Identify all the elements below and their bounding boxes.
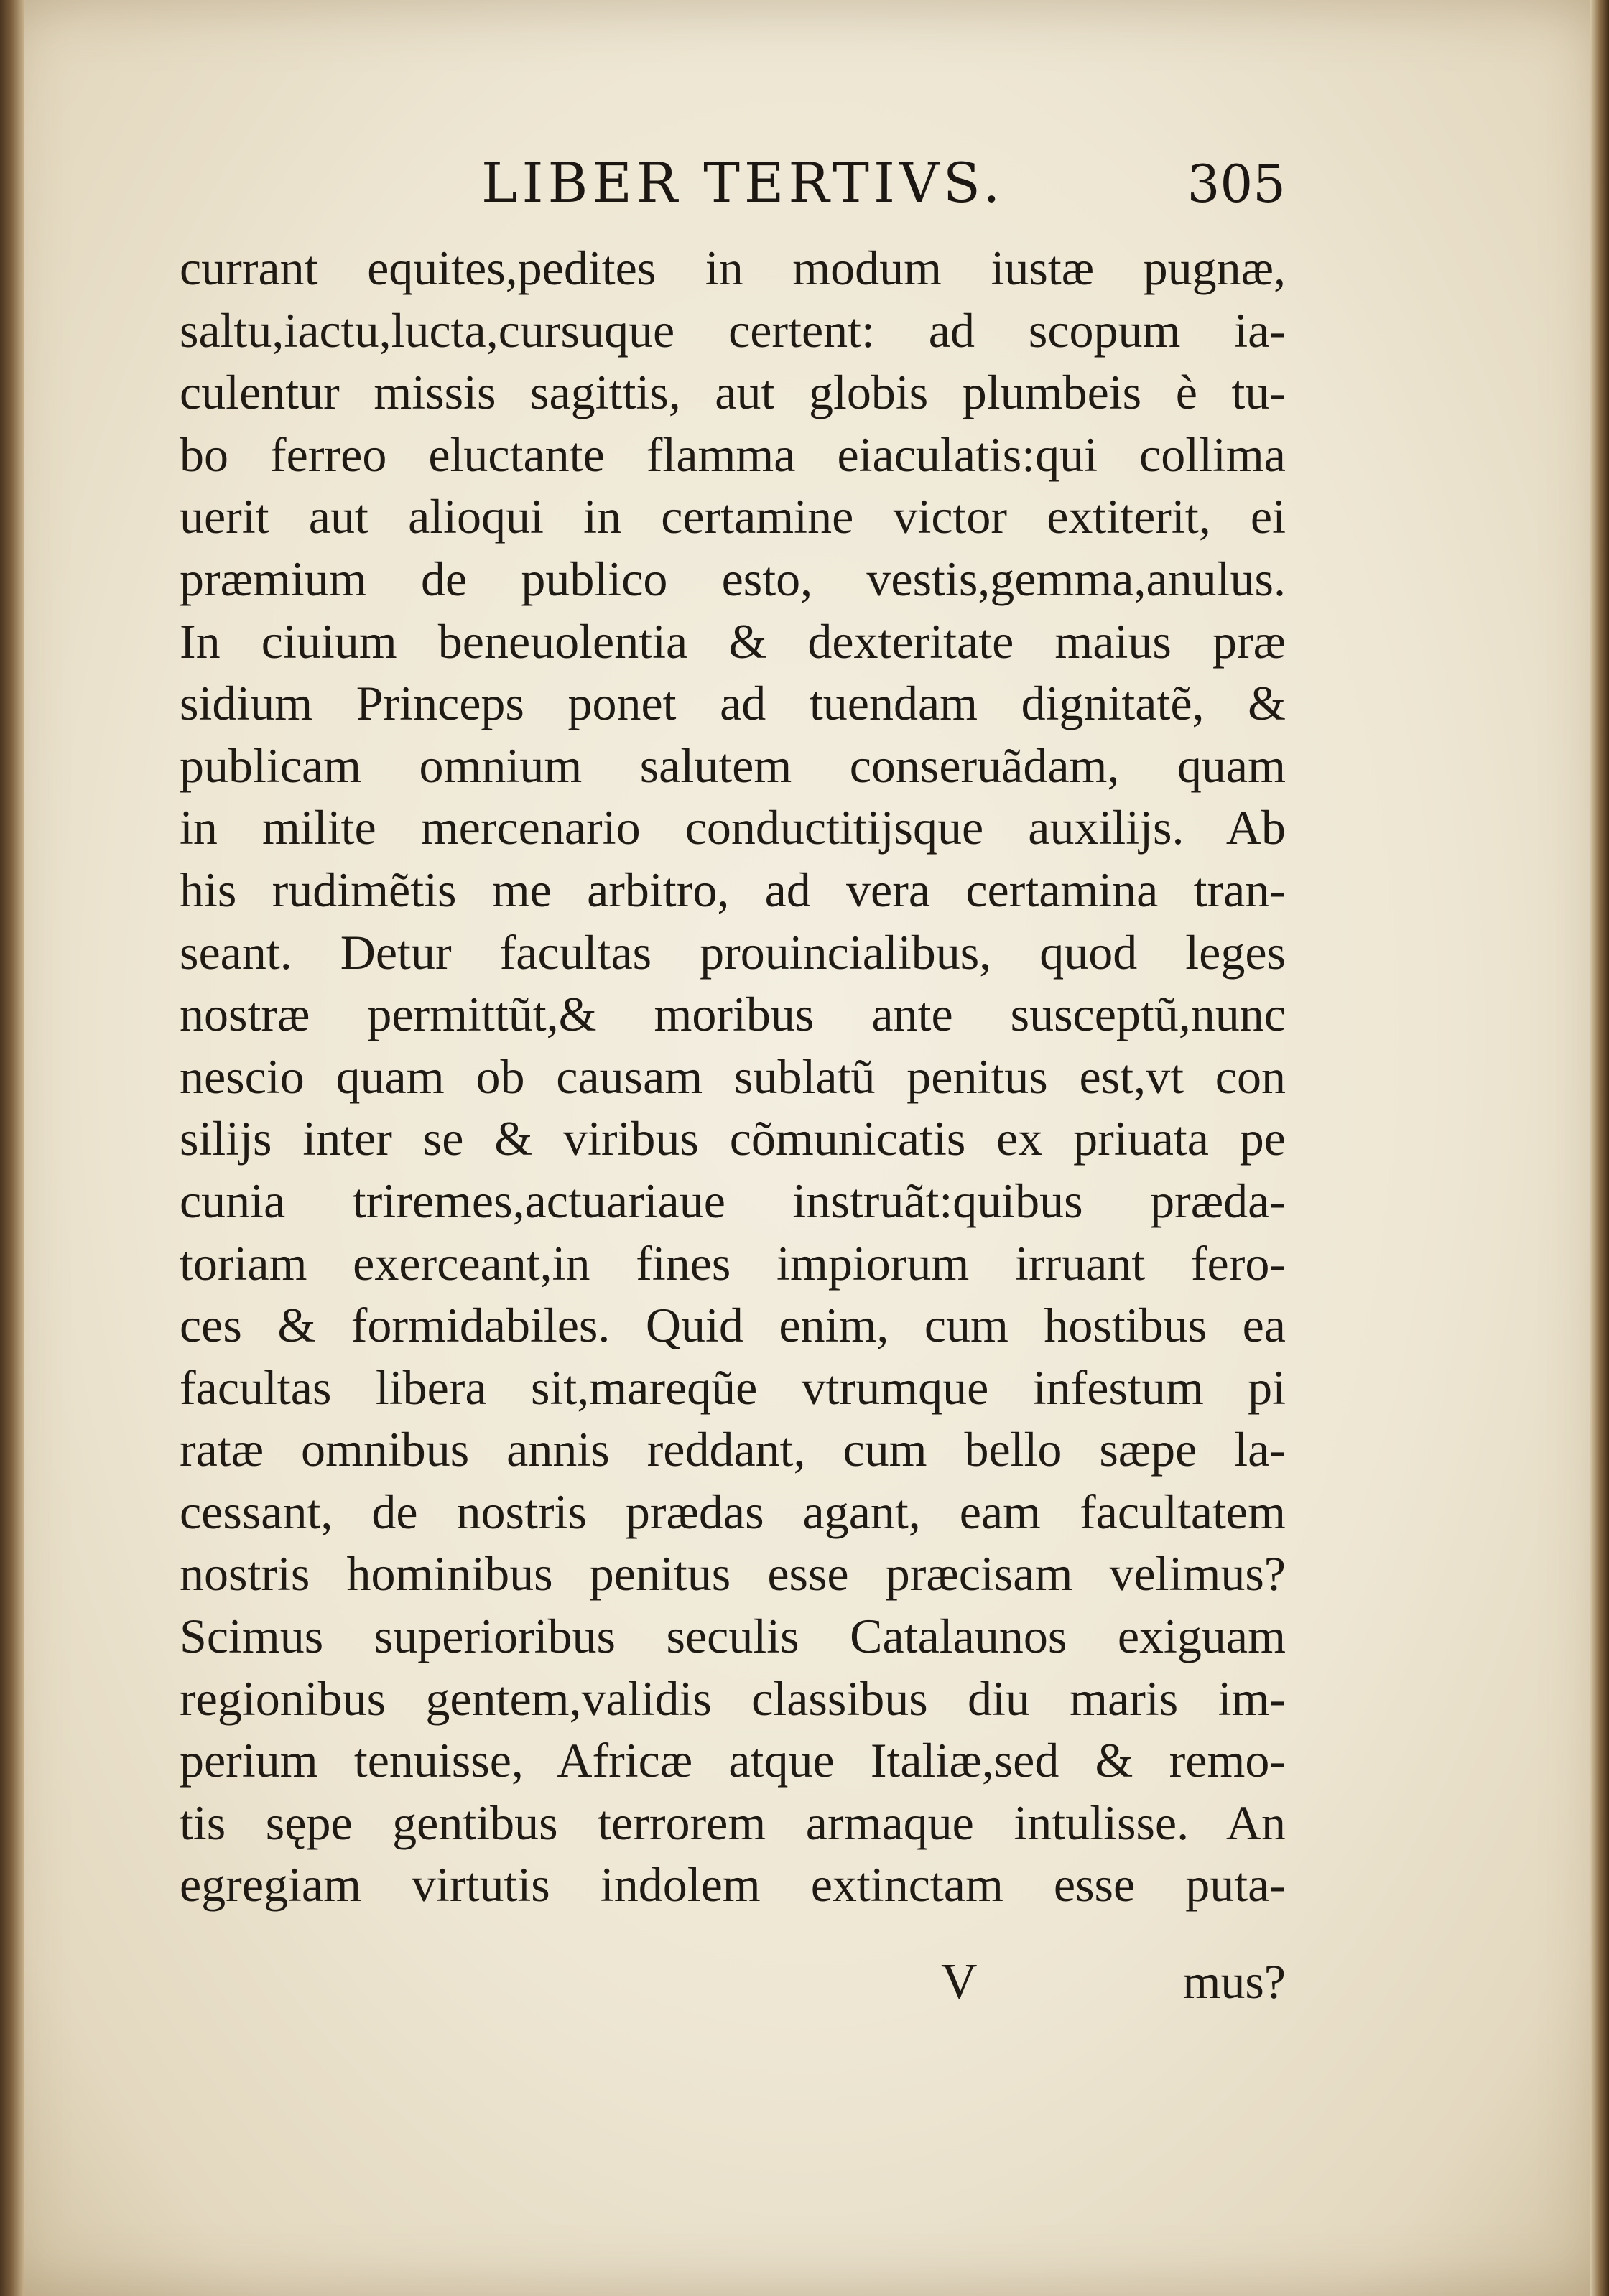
text-line: tis sępe gentibus terrorem armaque intulisse. An: [180, 1795, 1286, 1850]
catchword: mus?: [1182, 1954, 1286, 2009]
text-line: seant. Detur facultas prouincialibus, quod leges: [180, 924, 1286, 980]
page-footer: [180, 1953, 1286, 2018]
text-line: ratæ omnibus annis reddant, cum bello sæpe la-: [180, 1422, 1286, 1477]
text-line: præmium de publico esto, vestis,gemma,anulus.: [180, 551, 1286, 606]
text-line: uerit aut alioqui in certamine victor extiterit, ei: [180, 489, 1286, 544]
text-line: regionibus gentem,validis classibus diu maris im-: [180, 1670, 1286, 1726]
text-line: ces & formidabiles. Quid enim, cum hostibus ea: [180, 1298, 1286, 1353]
text-line: culentur missis sagittis, aut globis plumbeis è tu-: [180, 365, 1286, 420]
text-line: silijs inter se & viribus cõmunicatis ex priuata pe: [180, 1111, 1286, 1166]
text-line: toriam exerceant,in fines impiorum irruant fero-: [180, 1235, 1286, 1291]
text-line: facultas libera sit,mareqũe vtrumque infestum pi: [180, 1360, 1286, 1415]
text-line: perium tenuisse, Africæ atque Italiæ,sed & remo-: [180, 1733, 1286, 1788]
running-title: LIBER TERTIVS.: [481, 151, 1005, 215]
text-line: nescio quam ob causam sublatũ penitus est,vt con: [180, 1049, 1286, 1104]
text-line: saltu,iactu,lucta,cursuque certent: ad scopum ia-: [180, 302, 1286, 358]
signature-mark: V: [941, 1954, 978, 2009]
text-line: cunia triremes,actuariaue instruãt:quibus præda-: [180, 1173, 1286, 1228]
text-line: sidium Princeps ponet ad tuendam dignitatẽ, &: [180, 676, 1286, 731]
page-header: [180, 144, 1286, 223]
text-line: Scimus superioribus seculis Catalaunos exiguam: [180, 1609, 1286, 1664]
body-text: [180, 237, 1286, 1916]
text-line: nostræ permittũt,& moribus ante susceptũ,nunc: [180, 987, 1286, 1042]
text-line: egregiam virtutis indolem extinctam esse puta-: [180, 1857, 1286, 1912]
text-line: publicam omnium salutem conseruãdam, quam: [180, 738, 1286, 793]
text-line: cessant, de nostris prædas agant, eam facultatem: [180, 1484, 1286, 1539]
text-line: in milite mercenario conductitijsque auxilijs. Ab: [180, 800, 1286, 855]
page-number: 305: [1187, 154, 1286, 214]
page-edge-right: [1590, 0, 1609, 2296]
text-line: his rudimẽtis me arbitro, ad vera certamina tran-: [180, 862, 1286, 917]
text-line: currant equites,pedites in modum iustæ pugnæ,: [180, 241, 1286, 295]
page-edge-left: [0, 0, 24, 2296]
text-line: nostris hominibus penitus esse præcisam velimus?: [180, 1546, 1286, 1602]
text-line: bo ferreo eluctante flamma eiaculatis:qui collima: [180, 427, 1286, 482]
text-line: In ciuium beneuolentia & dexteritate maius præ: [180, 613, 1286, 669]
